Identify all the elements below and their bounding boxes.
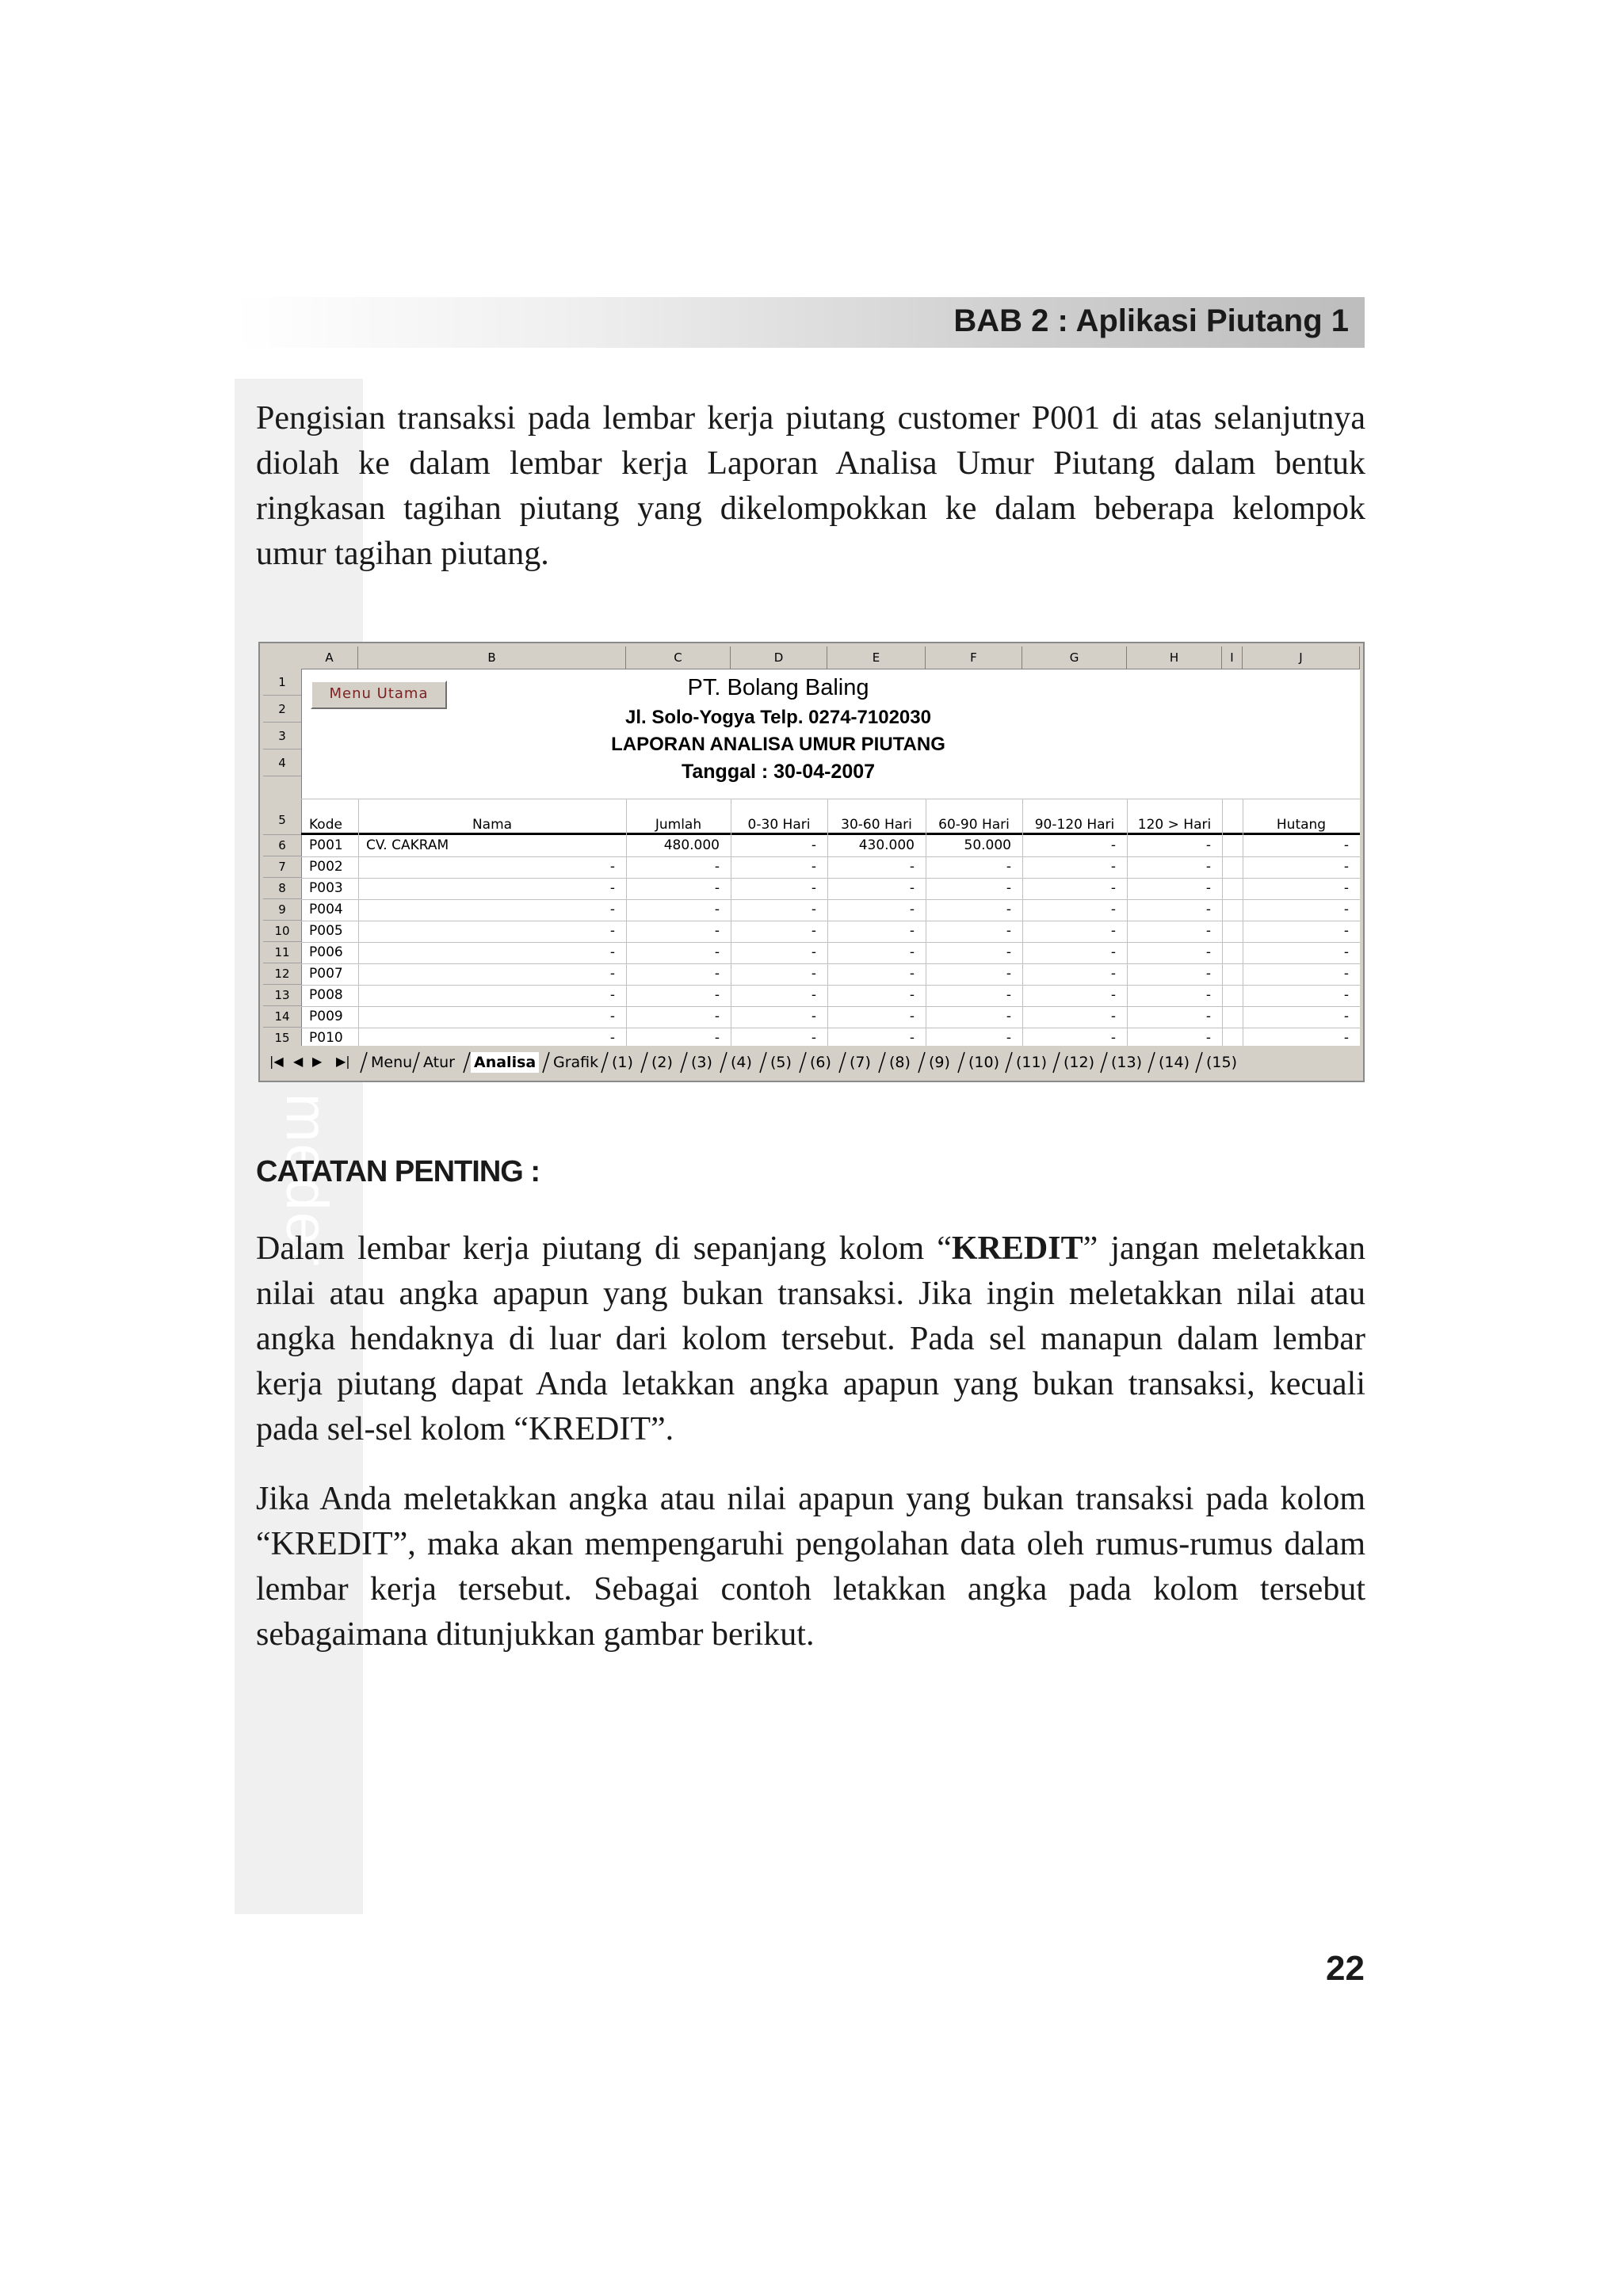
column-header-j[interactable]: J <box>1243 646 1360 669</box>
row-header-1[interactable]: 1 <box>263 669 301 696</box>
tab-separator <box>1100 1051 1108 1074</box>
tab-separator <box>957 1051 965 1074</box>
value-cell[interactable]: - <box>714 880 720 896</box>
value-cell[interactable]: - <box>811 987 816 1003</box>
spreadsheet-figure <box>258 642 1365 1082</box>
value-cell[interactable]: - <box>811 1030 816 1046</box>
value-cell[interactable]: - <box>1343 859 1349 875</box>
value-cell[interactable]: - <box>714 1030 720 1046</box>
sheet-tab-3[interactable]: (3) <box>691 1054 712 1071</box>
tab-separator <box>918 1051 926 1074</box>
table-header-cell[interactable]: 60-90 Hari <box>938 817 1010 833</box>
note1-kredit-bold: KREDIT <box>951 1230 1083 1267</box>
tab-separator <box>542 1051 550 1074</box>
tab-separator <box>360 1051 368 1074</box>
value-cell[interactable]: - <box>909 966 915 982</box>
row-header-2[interactable]: 2 <box>263 696 301 723</box>
tab-separator <box>720 1051 727 1074</box>
value-cell[interactable]: - <box>1110 837 1116 853</box>
sheet-tab-8[interactable]: (8) <box>889 1054 911 1071</box>
sheet-tab-menu[interactable]: Menu <box>371 1054 413 1071</box>
code-cell[interactable]: P007 <box>309 966 343 982</box>
chapter-title: BAB 2 : Aplikasi Piutang 1 <box>953 303 1349 338</box>
value-cell[interactable]: - <box>909 987 915 1003</box>
worksheet-grid <box>263 646 1360 1046</box>
note-paragraph-2: Jika Anda meletakkan angka atau nilai apapun yang bukan transaksi pada kolom “KREDIT”, maka akan mempengaruhi pengolahan data oleh rumus-rumus dalam lembar kerja tersebut. Sebagai contoh letakkan angka pada kolom tersebut sebagaimana ditunjukkan gambar berikut. <box>256 1481 1365 1653</box>
value-cell[interactable]: - <box>1205 923 1211 939</box>
value-cell[interactable]: - <box>909 1009 915 1024</box>
column-header-c[interactable]: C <box>626 646 731 669</box>
value-cell[interactable]: - <box>1006 944 1011 960</box>
name-cell[interactable]: - <box>609 966 615 982</box>
grid-line <box>1022 799 1023 1046</box>
note1-text-b: ” jangan meletakkan nilai atau angka apapun yang bukan transaksi. Jika ingin meletakkan nilai atau angka hendaknya di luar dari kolom tersebut. Pada sel manapun dalam lembar kerja piutang dapat Anda letakkan angka apapun yang bukan transaksi, kecuali pada sel-sel kolom “KREDIT”. <box>256 1230 1365 1447</box>
value-cell[interactable]: - <box>1110 1009 1116 1024</box>
column-header-d[interactable]: D <box>731 646 827 669</box>
sheet-tab-14[interactable]: (14) <box>1159 1054 1190 1071</box>
value-cell[interactable]: - <box>1110 880 1116 896</box>
value-cell[interactable]: - <box>811 837 816 853</box>
value-cell[interactable]: - <box>811 923 816 939</box>
row-header-5[interactable]: 5 <box>263 776 301 835</box>
name-cell[interactable]: - <box>609 1009 615 1024</box>
row-header-3[interactable]: 3 <box>263 723 301 749</box>
value-cell[interactable]: - <box>1110 923 1116 939</box>
column-header-b[interactable]: B <box>358 646 626 669</box>
note-paragraph-1 <box>256 1226 1365 1452</box>
column-header-h[interactable]: H <box>1127 646 1222 669</box>
value-cell[interactable]: - <box>1110 987 1116 1003</box>
tab-separator <box>1052 1051 1060 1074</box>
sheet-tab-1[interactable]: (1) <box>612 1054 633 1071</box>
company-name: PT. Bolang Baling <box>687 675 869 700</box>
row-header-7[interactable]: 7 <box>263 856 301 878</box>
value-cell[interactable]: - <box>1110 1030 1116 1046</box>
grid-line <box>358 799 359 1046</box>
value-cell[interactable]: - <box>1006 987 1011 1003</box>
grid-line <box>1127 799 1128 1046</box>
value-cell[interactable]: - <box>909 859 915 875</box>
intro-paragraph: Pengisian transaksi pada lembar kerja piutang customer P001 di atas selanjutnya diolah ke dalam lembar kerja Laporan Analisa Umur Piutang dalam bentuk ringkasan tagihan piutang yang dikelompokkan ke dalam beberapa kelompok umur tagihan piutang. <box>256 400 1365 572</box>
value-cell[interactable]: - <box>1343 902 1349 917</box>
value-cell[interactable]: - <box>1205 880 1211 896</box>
sheet-tab-grafik[interactable]: Grafik <box>553 1054 599 1071</box>
first-sheet-button[interactable]: |◀ <box>269 1054 284 1069</box>
value-cell[interactable]: 430.000 <box>858 837 915 853</box>
value-cell[interactable]: - <box>1006 1009 1011 1024</box>
value-cell[interactable]: - <box>811 944 816 960</box>
value-cell[interactable]: - <box>1343 837 1349 853</box>
tab-separator <box>799 1051 807 1074</box>
chapter-header-bar <box>235 297 1365 348</box>
row-header-14[interactable]: 14 <box>263 1006 301 1028</box>
grid-line <box>626 799 627 1046</box>
table-header-cell[interactable]: Hutang <box>1276 817 1327 833</box>
table-header-cell[interactable]: Kode <box>309 817 342 833</box>
table-header-cell[interactable]: 30-60 Hari <box>841 817 912 833</box>
value-cell[interactable]: - <box>1205 966 1211 982</box>
sheet-tab-atur[interactable]: Atur <box>423 1054 455 1071</box>
value-cell[interactable]: - <box>909 902 915 917</box>
sheet-tab-2[interactable]: (2) <box>651 1054 673 1071</box>
name-cell[interactable]: - <box>609 944 615 960</box>
value-cell[interactable]: - <box>1205 859 1211 875</box>
tab-separator <box>1148 1051 1155 1074</box>
value-cell[interactable]: - <box>1205 987 1211 1003</box>
value-cell[interactable]: - <box>1110 859 1116 875</box>
value-cell[interactable]: 50.000 <box>964 837 1011 853</box>
value-cell[interactable]: - <box>1343 966 1349 982</box>
report-date: Tanggal : 30-04-2007 <box>681 761 876 783</box>
value-cell[interactable]: - <box>909 880 915 896</box>
sheet-tab-analisa[interactable]: Analisa <box>471 1052 539 1073</box>
tab-separator <box>878 1051 886 1074</box>
value-cell[interactable]: - <box>909 944 915 960</box>
row-header-column <box>263 669 302 1046</box>
value-cell[interactable]: - <box>1343 944 1349 960</box>
name-cell[interactable]: - <box>609 987 615 1003</box>
name-cell[interactable]: CV. CAKRAM <box>366 837 449 853</box>
tab-separator <box>1195 1051 1203 1074</box>
value-cell[interactable]: - <box>714 923 720 939</box>
grid-line <box>827 799 828 1046</box>
code-cell[interactable]: P010 <box>309 1030 343 1046</box>
row-header-4[interactable]: 4 <box>263 749 301 776</box>
value-cell[interactable]: - <box>714 966 720 982</box>
tab-separator <box>838 1051 846 1074</box>
value-cell[interactable]: - <box>1006 902 1011 917</box>
value-cell[interactable]: - <box>811 902 816 917</box>
value-cell[interactable]: - <box>811 966 816 982</box>
tab-separator <box>759 1051 767 1074</box>
value-cell[interactable]: - <box>811 859 816 875</box>
value-cell[interactable]: - <box>1006 966 1011 982</box>
sheet-tab-9[interactable]: (9) <box>929 1054 950 1071</box>
value-cell[interactable]: - <box>1110 902 1116 917</box>
value-cell[interactable]: - <box>811 1009 816 1024</box>
value-cell[interactable]: - <box>1110 944 1116 960</box>
value-cell[interactable]: - <box>1343 1030 1349 1046</box>
value-cell[interactable]: 480.000 <box>663 837 720 853</box>
value-cell[interactable]: - <box>714 987 720 1003</box>
row-header-10[interactable]: 10 <box>263 921 301 942</box>
row-header-9[interactable]: 9 <box>263 899 301 921</box>
row-header-8[interactable]: 8 <box>263 878 301 899</box>
code-cell[interactable]: P001 <box>309 837 343 853</box>
sheet-tab-15[interactable]: (15) <box>1206 1054 1238 1071</box>
value-cell[interactable]: - <box>1343 923 1349 939</box>
table-header-cell[interactable]: Nama <box>472 817 513 833</box>
code-cell[interactable]: P008 <box>309 987 343 1003</box>
code-cell[interactable]: P009 <box>309 1009 343 1024</box>
note-title: CATATAN PENTING : <box>256 1155 540 1188</box>
value-cell[interactable]: - <box>714 902 720 917</box>
tab-separator <box>640 1051 648 1074</box>
value-cell[interactable]: - <box>1205 837 1211 853</box>
company-address: Jl. Solo-Yogya Telp. 0274-7102030 <box>625 707 931 728</box>
table-header-cell[interactable]: 0-30 Hari <box>747 817 811 833</box>
tab-separator <box>680 1051 688 1074</box>
column-header-i[interactable]: I <box>1222 646 1243 669</box>
value-cell[interactable]: - <box>909 923 915 939</box>
sheet-tab-7[interactable]: (7) <box>850 1054 871 1071</box>
row-header-12[interactable]: 12 <box>263 963 301 985</box>
value-cell[interactable]: - <box>1006 859 1011 875</box>
table-header-cell[interactable]: 120 > Hari <box>1137 817 1212 833</box>
name-cell[interactable]: - <box>609 880 615 896</box>
name-cell[interactable]: - <box>609 902 615 917</box>
column-header-g[interactable]: G <box>1022 646 1127 669</box>
value-cell[interactable]: - <box>1205 902 1211 917</box>
value-cell[interactable]: - <box>1205 944 1211 960</box>
next-sheet-button[interactable]: ▶ <box>312 1054 323 1069</box>
tab-separator <box>1005 1051 1013 1074</box>
last-sheet-button[interactable]: ▶| <box>336 1054 350 1069</box>
sheet-tab-5[interactable]: (5) <box>770 1054 792 1071</box>
table-header-cell[interactable]: 90-120 Hari <box>1034 817 1115 833</box>
tab-separator <box>463 1051 471 1074</box>
name-cell[interactable]: - <box>609 923 615 939</box>
sheet-tab-6[interactable]: (6) <box>810 1054 831 1071</box>
sheet-tab-10[interactable]: (10) <box>968 1054 1000 1071</box>
value-cell[interactable]: - <box>1343 987 1349 1003</box>
grid-line <box>1222 799 1223 1046</box>
prev-sheet-button[interactable]: ◀ <box>293 1054 304 1069</box>
code-cell[interactable]: P005 <box>309 923 343 939</box>
value-cell[interactable]: - <box>1205 1009 1211 1024</box>
name-cell[interactable]: - <box>609 859 615 875</box>
tab-separator <box>412 1051 420 1074</box>
column-header-row <box>263 646 1360 669</box>
value-cell[interactable]: - <box>909 1030 915 1046</box>
name-cell[interactable]: - <box>609 1030 615 1046</box>
value-cell[interactable]: - <box>714 859 720 875</box>
column-header-f[interactable]: F <box>926 646 1022 669</box>
value-cell[interactable]: - <box>714 944 720 960</box>
column-header-a[interactable]: A <box>301 646 358 669</box>
watermark-text: meder <box>274 1093 340 1268</box>
tab-separator <box>601 1051 609 1074</box>
value-cell[interactable]: - <box>1006 923 1011 939</box>
page-number: 22 <box>1326 1949 1365 1988</box>
sheet-tab-11[interactable]: (11) <box>1016 1054 1048 1071</box>
report-title: LAPORAN ANALISA UMUR PIUTANG <box>611 734 945 755</box>
menu-utama-button[interactable]: Menu Utama <box>311 681 447 709</box>
note1-text-a: Dalam lembar kerja piutang di sepanjang kolom “ <box>256 1230 952 1267</box>
row-header-13[interactable]: 13 <box>263 985 301 1006</box>
row-header-6[interactable]: 6 <box>263 835 301 856</box>
sheet-tab-12[interactable]: (12) <box>1064 1054 1095 1071</box>
value-cell[interactable]: - <box>1110 966 1116 982</box>
value-cell[interactable]: - <box>1343 880 1349 896</box>
row-header-15[interactable]: 15 <box>263 1028 301 1046</box>
code-cell[interactable]: P002 <box>309 859 343 875</box>
code-cell[interactable]: P006 <box>309 944 343 960</box>
code-cell[interactable]: P004 <box>309 902 343 917</box>
value-cell[interactable]: - <box>1343 1009 1349 1024</box>
code-cell[interactable]: P003 <box>309 880 343 896</box>
value-cell[interactable]: - <box>811 880 816 896</box>
value-cell[interactable]: - <box>714 1009 720 1024</box>
sheet-tab-4[interactable]: (4) <box>731 1054 752 1071</box>
sheet-tab-bar <box>263 1047 1360 1077</box>
value-cell[interactable]: - <box>1006 1030 1011 1046</box>
column-header-e[interactable]: E <box>827 646 926 669</box>
value-cell[interactable]: - <box>1006 880 1011 896</box>
value-cell[interactable]: - <box>1205 1030 1211 1046</box>
table-header-cell[interactable]: Jumlah <box>655 817 702 833</box>
sheet-tab-13[interactable]: (13) <box>1111 1054 1143 1071</box>
row-header-11[interactable]: 11 <box>263 942 301 963</box>
